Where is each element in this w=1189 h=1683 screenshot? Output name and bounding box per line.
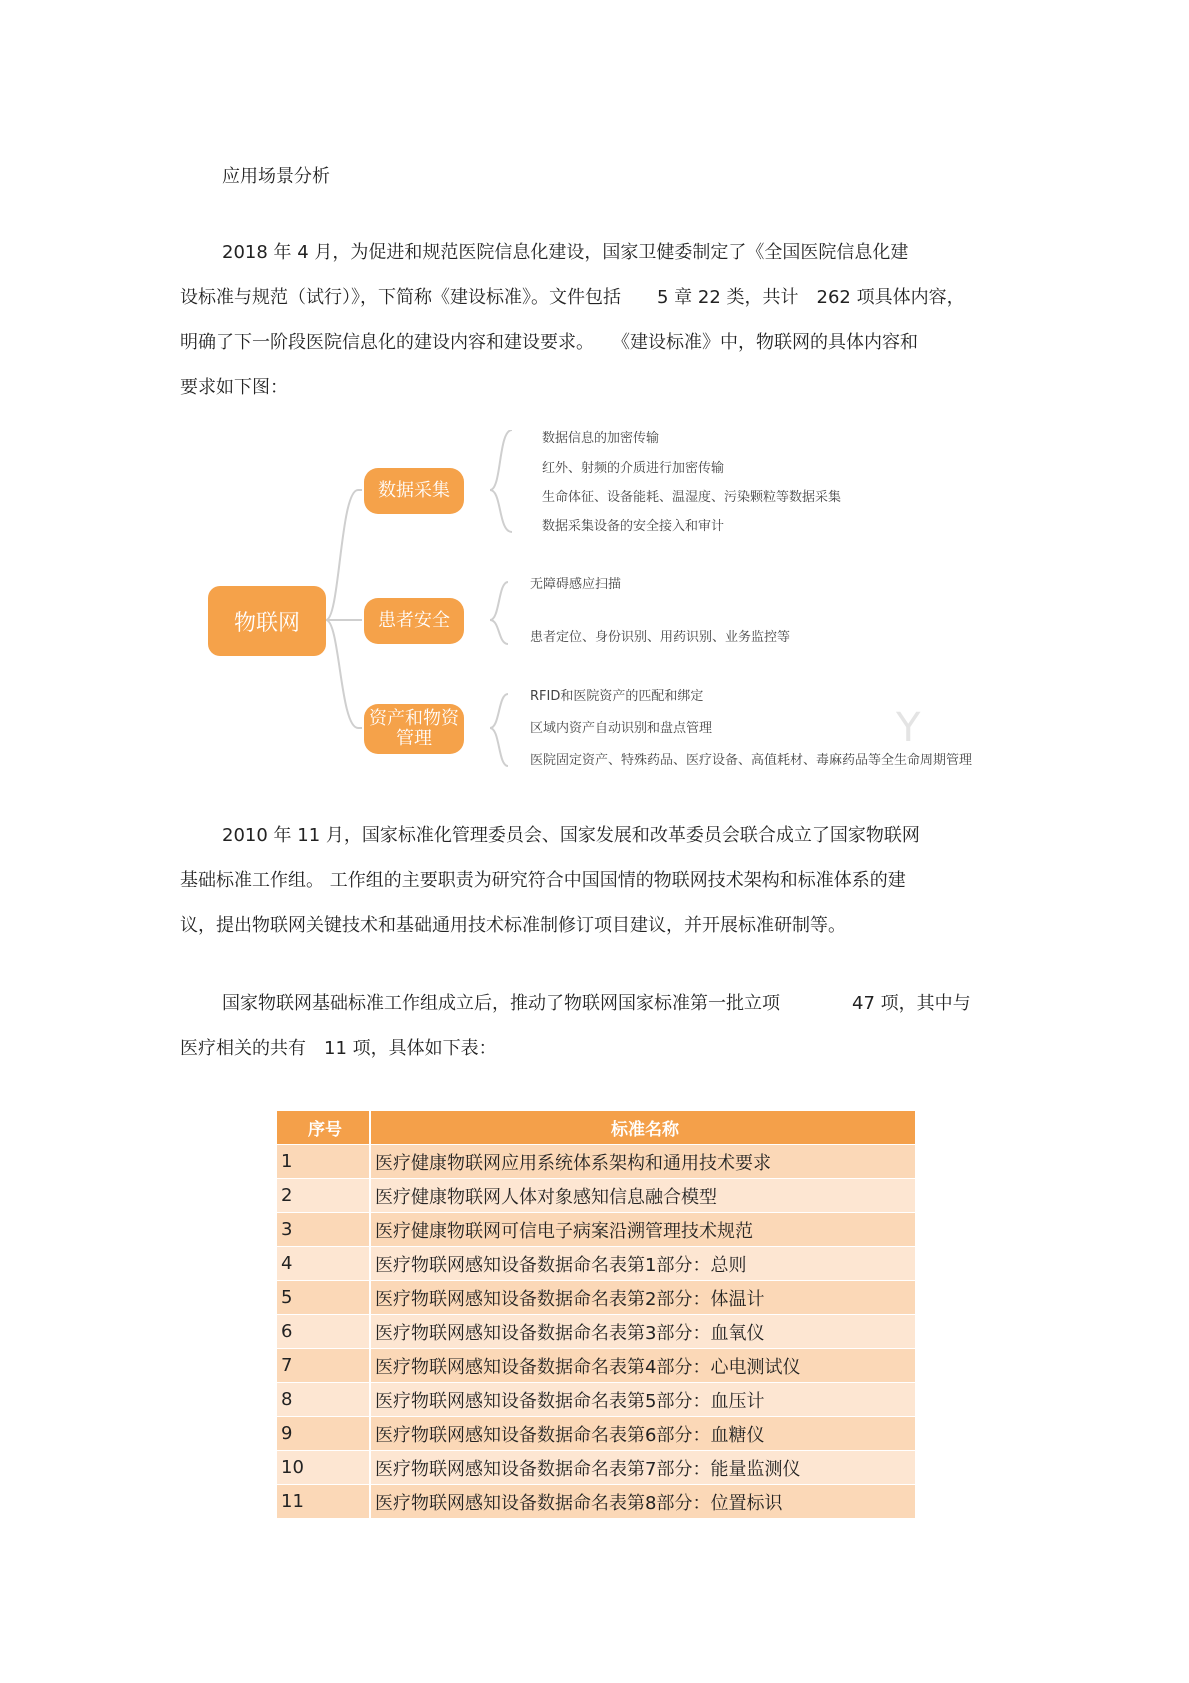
table-row [277,1247,915,1281]
brace-cat1 [490,430,512,532]
mindmap-leaf: 数据采集设备的安全接入和审计 [542,519,725,534]
cell-index: 6 [277,1315,370,1349]
cell-index: 8 [277,1383,370,1417]
cell-standard-name: 医疗物联网感知设备数据命名表第2部分：体温计 [370,1281,915,1315]
mindmap-leaf: 数据信息的加密传输 [542,431,660,446]
para1-line1: 2018 年 4 月，为促进和规范医院信息化建设，国家卫健委制定了《全国医院信息化建 [222,242,909,263]
col-header-index: 序号 [277,1111,370,1145]
table-row [277,1315,915,1349]
mindmap-leaf: 红外、射频的介质进行加密传输 [542,461,725,476]
mindmap-leaf: 无障碍感应扫描 [530,577,622,592]
table-row [277,1349,915,1383]
cell-index: 2 [277,1179,370,1213]
cell-standard-name: 医疗物联网感知设备数据命名表第8部分：位置标识 [370,1485,915,1519]
mindmap-leaf: 患者定位、身份识别、用药识别、业务监控等 [530,630,791,645]
table-row [277,1281,915,1315]
section-title: 应用场景分析 [222,166,330,187]
col-header-standard-name: 标准名称 [370,1111,915,1145]
cell-index: 4 [277,1247,370,1281]
para2-line1: 2010 年 11 月，国家标准化管理委员会、国家发展和改革委员会联合成立了国家物联网 [222,825,920,846]
table-row [277,1485,915,1519]
para2-line2: 基础标准工作组。 工作组的主要职责为研究符合中国国情的物联网技术架构和标准体系的建 [180,870,906,891]
table-row [277,1145,915,1179]
cell-index: 3 [277,1213,370,1247]
table-row [277,1179,915,1213]
para3-line2: 医疗相关的共有 11 项，具体如下表： [180,1038,497,1059]
cell-index: 9 [277,1417,370,1451]
table-row [277,1417,915,1451]
cell-index: 11 [277,1485,370,1519]
mindmap-root: 物联网 [208,586,326,656]
connector-root-cat1 [326,490,362,620]
cell-index: 5 [277,1281,370,1315]
mindmap-category-asset-management: 资产和物资管理 [364,704,464,754]
mindmap-leaf: 医院固定资产、特殊药品、医疗设备、高值耗材、毒麻药品等全生命周期管理 [530,753,973,768]
watermark-logo-icon: Y [896,705,921,751]
cell-index: 1 [277,1145,370,1179]
mindmap-category-patient-safety: 患者安全 [364,598,464,644]
para3-line1: 国家物联网基础标准工作组成立后，推动了物联网国家标准第一批立项 47 项，其中与 [222,993,971,1014]
table-row [277,1213,915,1247]
cell-standard-name: 医疗物联网感知设备数据命名表第3部分：血氧仪 [370,1315,915,1349]
table-row [277,1383,915,1417]
para1-line2: 设标准与规范（试行）》，下简称《建设标准》。文件包括 5 章 22 类，共计 262 项具体内容， [180,287,965,308]
cell-standard-name: 医疗物联网感知设备数据命名表第1部分：总则 [370,1247,915,1281]
para1-line3: 明确了下一阶段医院信息化的建设内容和建设要求。 《建设标准》中，物联网的具体内容和 [180,332,918,353]
iot-mindmap [208,430,996,770]
table-header-row [277,1111,915,1145]
mindmap-leaf: 生命体征、设备能耗、温湿度、污染颗粒等数据采集 [542,490,842,505]
mindmap-leaf: 区域内资产自动识别和盘点管理 [530,721,713,736]
para1-line4: 要求如下图： [180,377,288,398]
cell-standard-name: 医疗健康物联网人体对象感知信息融合模型 [370,1179,915,1213]
mindmap-leaf: RFID和医院资产的匹配和绑定 [530,689,704,704]
cell-standard-name: 医疗健康物联网应用系统体系架构和通用技术要求 [370,1145,915,1179]
cell-index: 7 [277,1349,370,1383]
brace-cat3 [490,694,508,766]
connector-root-cat3 [326,620,362,728]
table-row [277,1451,915,1485]
cell-standard-name: 医疗物联网感知设备数据命名表第5部分：血压计 [370,1383,915,1417]
cell-standard-name: 医疗物联网感知设备数据命名表第7部分：能量监测仪 [370,1451,915,1485]
iot-standards-table [277,1111,915,1519]
cell-standard-name: 医疗健康物联网可信电子病案沿溯管理技术规范 [370,1213,915,1247]
cell-standard-name: 医疗物联网感知设备数据命名表第6部分：血糖仪 [370,1417,915,1451]
mindmap-category-data-collection: 数据采集 [364,468,464,514]
cell-standard-name: 医疗物联网感知设备数据命名表第4部分：心电测试仪 [370,1349,915,1383]
brace-cat2 [490,582,508,644]
cell-index: 10 [277,1451,370,1485]
para2-line3: 议，提出物联网关键技术和基础通用技术标准制修订项目建议，并开展标准研制等。 [180,915,846,936]
